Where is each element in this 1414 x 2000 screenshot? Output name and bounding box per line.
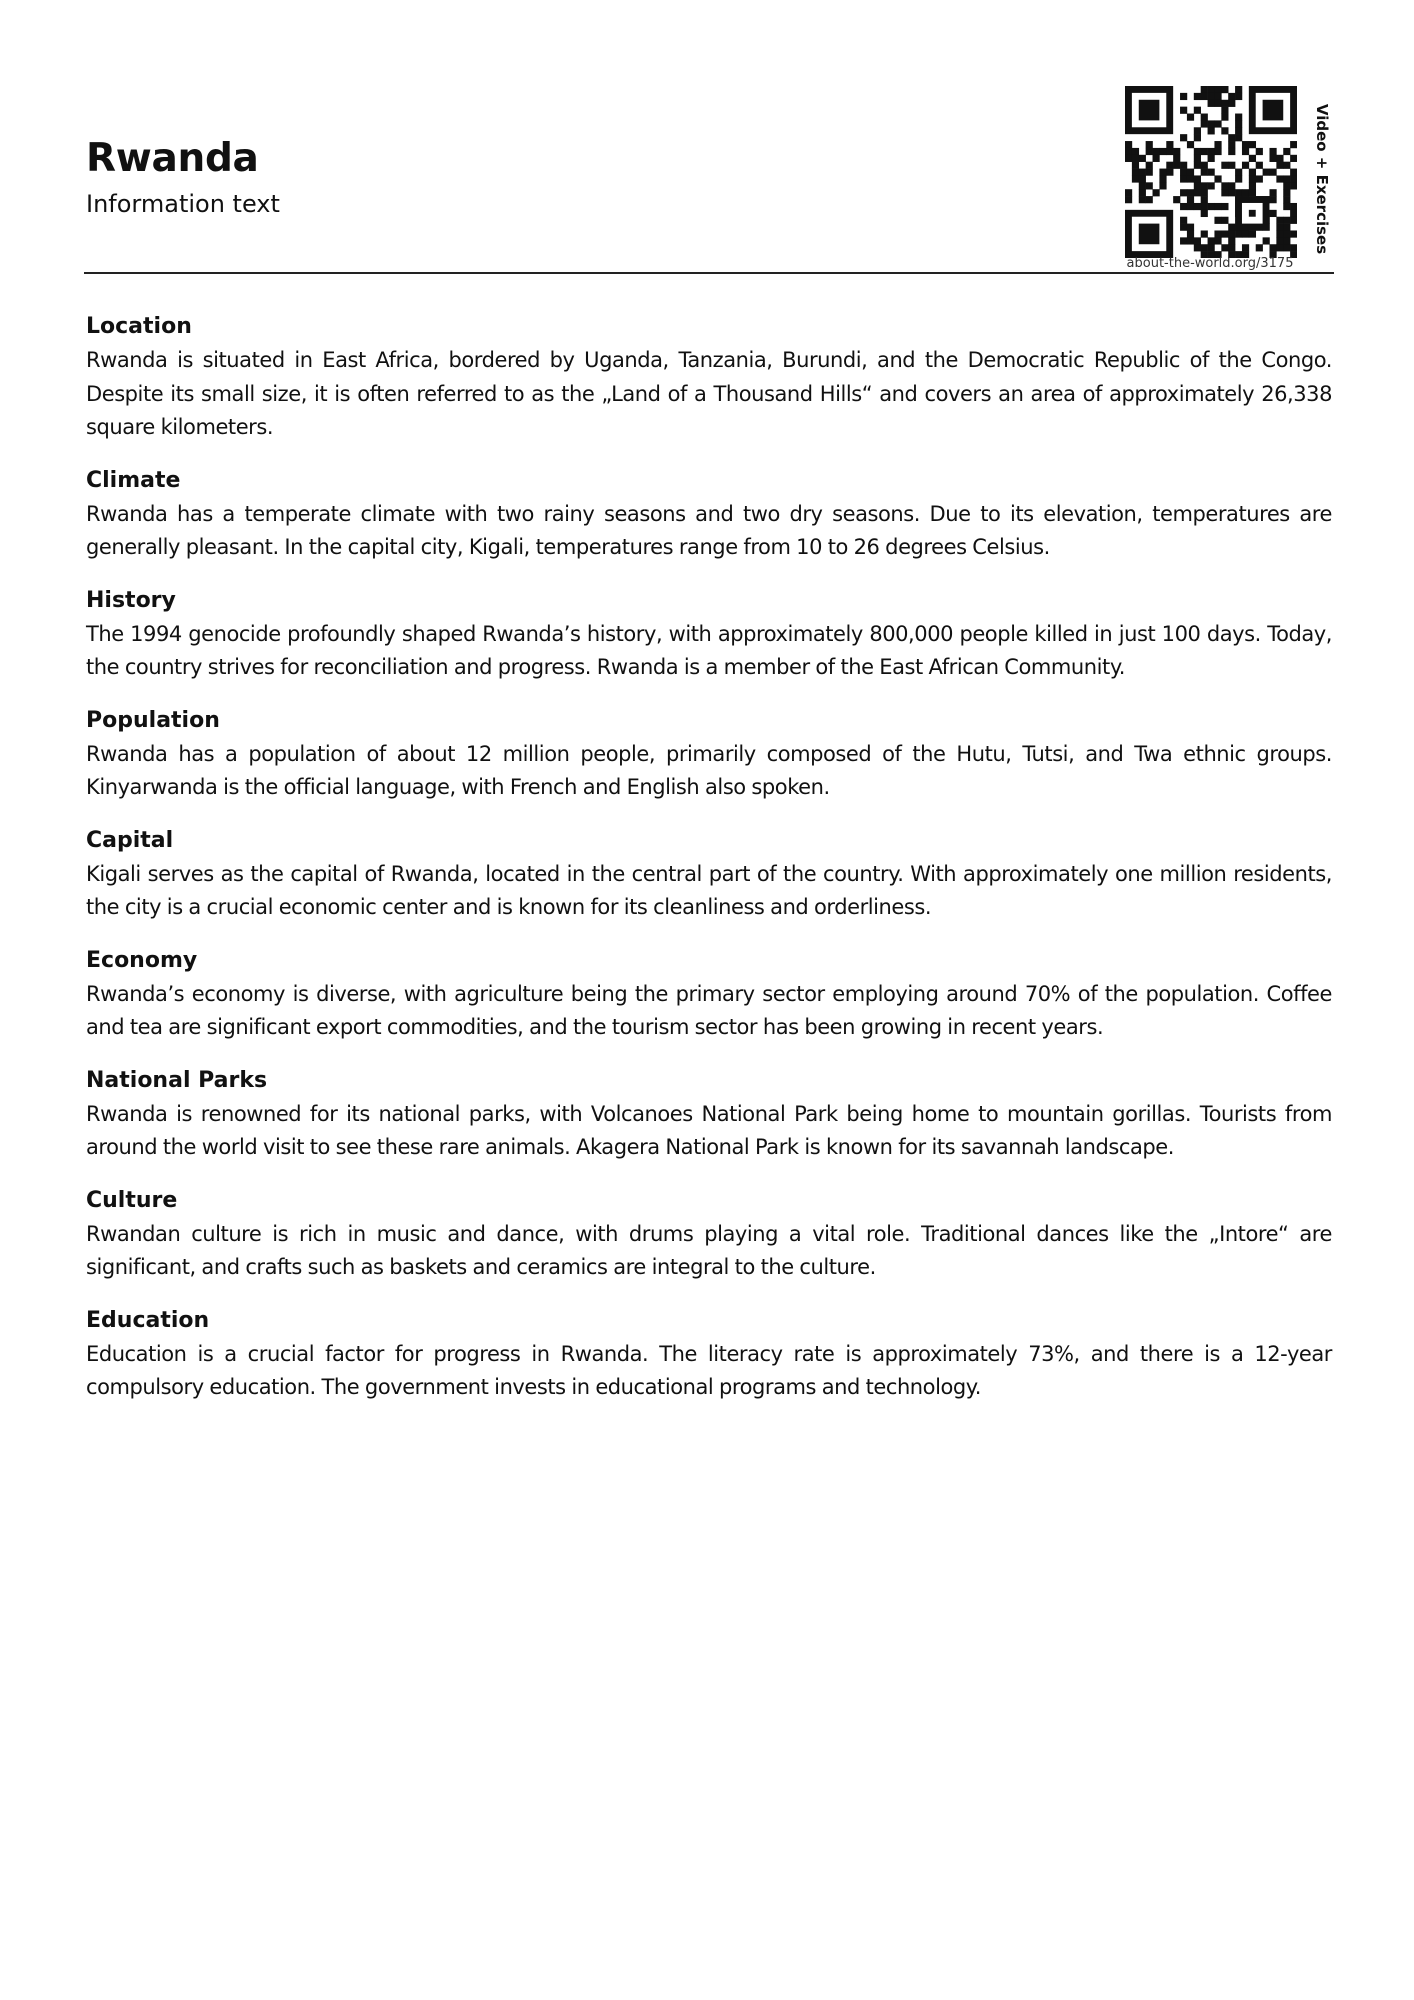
section-heading: Culture xyxy=(86,1187,178,1213)
section-body: Rwanda has a temperate climate with two rainy seasons and two dry seasons. Due to its elevation, temperatures are generally pleasant. In the capital city, Kigali, temperatures range from 10 to 26 degrees Celsius. xyxy=(86,501,1332,559)
section-body: Rwandan culture is rich in music and dance, with drums playing a vital role. Traditional dances like the „Intore“ are significant, and crafts such as baskets and ceramics are integral to the culture. xyxy=(86,1221,1332,1279)
section-heading: Population xyxy=(86,707,220,733)
section-heading: Location xyxy=(86,314,192,339)
qr-label-text: Video + Exercises xyxy=(1313,103,1331,255)
qr-code-icon[interactable] xyxy=(1125,86,1297,258)
section-body: Rwanda’s economy is diverse, with agriculture being the primary sector employing around 70% of the population. Coffee and tea are significant export commodities, and the tourism sector has been growing in recent years. xyxy=(86,981,1332,1039)
section-history xyxy=(86,584,1332,685)
section-capital xyxy=(86,824,1332,925)
page-subtitle: Information text xyxy=(86,190,280,218)
qr-caption-link[interactable]: about-the-world.org/3175 xyxy=(1126,256,1294,271)
section-body: Rwanda is situated in East Africa, bordered by Uganda, Tanzania, Burundi, and the Democratic Republic of the Congo. Despite its small size, it is often referred to as the „Land of a Thousand Hills“ and covers an area of approximately 26,338 square kilometers. xyxy=(86,348,1332,439)
section-body: Rwanda has a population of about 12 million people, primarily composed of the Hutu, Tutsi, and Twa ethnic groups. Kinyarwanda is the official language, with French and English also spoken. xyxy=(86,741,1332,799)
section-location xyxy=(86,310,1332,445)
section-body: Rwanda is renowned for its national parks, with Volcanoes National Park being home to mountain gorillas. Tourists from around the world visit to see these rare animals. Akagera National Park is known for its savannah landscape. xyxy=(86,1101,1332,1159)
section-body: Kigali serves as the capital of Rwanda, located in the central part of the country. With approximately one million residents, the city is a crucial economic center and is known for its cleanliness and orderliness. xyxy=(86,861,1332,919)
section-heading: Climate xyxy=(86,467,181,493)
section-heading: Education xyxy=(86,1307,210,1333)
section-body: Education is a crucial factor for progress in Rwanda. The literacy rate is approximately 73%, and there is a 12-year compulsory education. The government invests in educational programs and technology. xyxy=(86,1341,1332,1399)
section-population xyxy=(86,704,1332,805)
section-heading: History xyxy=(86,587,176,613)
section-economy xyxy=(86,944,1332,1045)
section-heading: Capital xyxy=(86,827,174,853)
header-divider xyxy=(84,272,1334,274)
qr-label xyxy=(1310,103,1334,255)
section-heading: National Parks xyxy=(86,1067,268,1093)
section-heading: Economy xyxy=(86,947,198,973)
section-culture xyxy=(86,1184,1332,1285)
section-national-parks xyxy=(86,1064,1332,1165)
section-climate xyxy=(86,464,1332,565)
section-body: The 1994 genocide profoundly shaped Rwanda’s history, with approximately 800,000 people killed in just 100 days. Today, the country strives for reconciliation and progress. Rwanda is a member of the East African Community. xyxy=(86,621,1332,679)
section-education xyxy=(86,1304,1332,1405)
page-title: Rwanda xyxy=(86,136,259,181)
info-sections xyxy=(86,310,1332,1424)
